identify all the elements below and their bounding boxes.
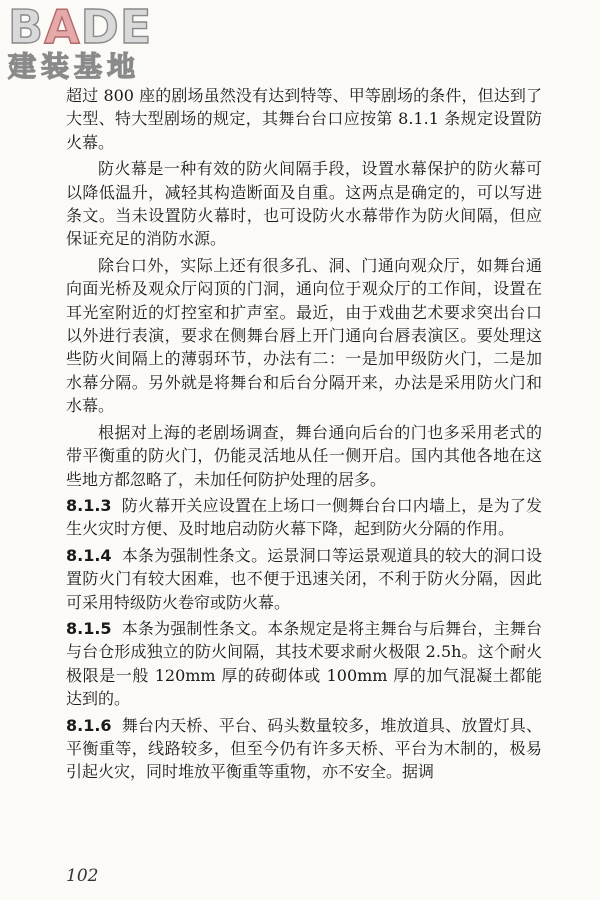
bade-watermark-logo (8, 0, 178, 83)
paragraph-continuation: 超过 800 座的剧场虽然没有达到特等、甲等剧场的条件，但达到了大型、特大型剧场的规定，其舞台台口应按第 8.1.1 条规定设置防火幕。 (66, 86, 542, 152)
clause-8-1-6 (66, 714, 542, 784)
clause-8-1-5 (66, 617, 542, 711)
clause-text: 本条为强制性条文。本条规定是将主舞台与后舞台，主舞台与台仓形成独立的防火间隔，其技术要求耐火极限 2.5h。这个耐火极限是一般 120mm 厚的砖砌体或 100mm 厚的加气混凝土都能达到的。 (66, 618, 542, 709)
paragraph: 防火幕是一种有效的防火间隔手段，设置水幕保护的防火幕可以降低温升，减轻其构造断面及自重。这两点是确定的，可以写进条文。当未设置防火幕时，也可设防火水幕带作为防火间隔，但应保证充足的消防水源。 (66, 159, 542, 249)
clause-text: 舞台内天桥、平台、码头数量较多，堆放道具、放置灯具、平衡重等，线路较多，但至今仍有许多天桥、平台为木制的，极易引起火灾，同时堆放平衡重等重物，亦不安全。据调 (66, 715, 542, 782)
clause-number: 8.1.4 (66, 545, 112, 565)
clause-number: 8.1.6 (66, 715, 112, 735)
clause-text: 本条为强制性条文。运景洞口等运景观道具的较大的洞口设置防火门有较大困难，也不便于迅速关闭，不利于防火分隔，因此可采用特级防火卷帘或防火幕。 (66, 545, 542, 612)
paragraph: 除台口外，实际上还有很多孔、洞、门通向观众厅，如舞台通向面光桥及观众厅闷顶的门洞，通向位于观众厅的工作间，设置在耳光室附近的灯控室和扩声室。最近，由于戏曲艺术要求突出台口以外进行表演，要求在侧舞台唇上开门通向台唇表演区。要处理这些防火间隔上的薄弱环节，办法有二：一是加甲级防火门，二是加水幕分隔。另外就是将舞台和后台分隔开来，办法是采用防火门和水幕。 (66, 255, 542, 416)
logo-subtitle: 建装基地 (8, 50, 141, 83)
logo-wordmark: BADE (8, 0, 153, 54)
page-number: 102 (66, 866, 99, 886)
clause-8-1-4 (66, 544, 542, 614)
paragraph: 根据对上海的老剧场调查，舞台通向后台的门也多采用老式的带平衡重的防火门，仍能灵活地从任一侧开启。国内其他各地在这些地方都忽略了，未加任何防护处理的居多。 (66, 422, 542, 489)
clause-number: 8.1.3 (66, 495, 112, 515)
clause-text: 防火幕开关应设置在上场口一侧舞台台口内墙上，是为了发生火灾时方便、及时地启动防火幕下降，起到防火分隔的作用。 (66, 495, 542, 539)
clause-number: 8.1.5 (66, 618, 112, 638)
body-text (66, 84, 542, 787)
clause-8-1-3 (66, 494, 542, 541)
